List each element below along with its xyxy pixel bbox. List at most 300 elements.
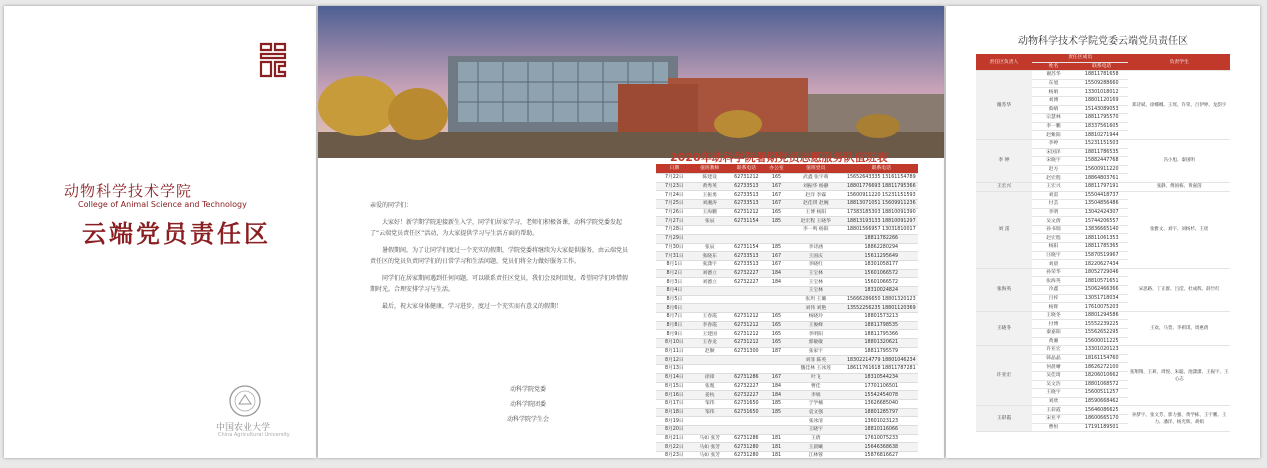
letter-panel [318, 6, 944, 458]
group-leader: 王彩霞 [976, 406, 1032, 432]
duty-row [656, 330, 918, 339]
duty-row [656, 174, 918, 183]
duty-cell [766, 286, 787, 295]
duty-cell: 陈建设 [693, 174, 727, 183]
duty-cell: 62731212 [727, 313, 766, 322]
duty-cell [693, 417, 727, 426]
cover-panel [4, 6, 316, 458]
duty-cell: 于学楠 [787, 399, 845, 408]
member-phone: 18161154760 [1075, 354, 1128, 363]
duty-cell: 张辰 [693, 243, 727, 252]
duty-row [656, 295, 918, 304]
member-name: 韩晶晶 [1032, 354, 1075, 363]
group-students: 张静、傅国栋、黄嘉茵 [1128, 182, 1230, 191]
duty-cell: 徐锋 [693, 373, 727, 382]
duty-row [656, 356, 918, 365]
school-name-cn: 动物科学技术学院 [64, 182, 193, 200]
duty-cell: 17610075233 [845, 434, 918, 443]
duty-row [656, 191, 918, 200]
member-phone: 13051718034 [1075, 294, 1128, 303]
duty-row [656, 200, 918, 209]
member-phone: 15562652295 [1075, 329, 1128, 338]
duty-cell: 姜杭 [693, 391, 727, 400]
duty-cell: 62732227 [727, 391, 766, 400]
member-phone: 15552239225 [1075, 320, 1128, 329]
member-name: 李婷 [1032, 139, 1075, 148]
duty-cell: 62731650 [727, 399, 766, 408]
duty-row [656, 408, 918, 417]
duty-cell: 王春霞 [693, 313, 727, 322]
group-students: 王欢、马萱、李祺琪、周惠倩 [1128, 311, 1230, 345]
letter-signature [488, 382, 568, 427]
duty-cell: 62731300 [727, 347, 766, 356]
letter-greeting: 亲爱的同学们： [370, 202, 413, 209]
member-name: 赵紫阳 [1032, 131, 1075, 140]
member-name: 杨阳 [1032, 243, 1075, 252]
member-name: 宋亚平 [1032, 414, 1075, 423]
member-name: 黄湘 [1032, 337, 1075, 346]
duty-cell: 18813071051 15609911236 [845, 200, 918, 209]
member-phone: 18811795570 [1075, 114, 1128, 123]
duty-cell: 18811798535 [845, 321, 918, 330]
duty-cell: 8月21日 [656, 434, 693, 443]
duty-cell: 62733513 [727, 200, 766, 209]
responsibility-row [976, 71, 1230, 80]
duty-cell: 18611761618 18811787281 [845, 365, 918, 374]
duty-cell: 165 [766, 174, 787, 183]
duty-cell: 7月22日 [656, 174, 693, 183]
duty-cell: 8月19日 [656, 417, 693, 426]
duty-cell: 李娟 [787, 391, 845, 400]
duty-cell [727, 295, 766, 304]
page-title: 云端党员责任区 [82, 220, 271, 248]
duty-cell: 王振勇 [693, 191, 727, 200]
member-phone: 18811785365 [1075, 243, 1128, 252]
member-name: 王晓宇 [1032, 389, 1075, 398]
member-phone: 15744206557 [1075, 217, 1128, 226]
duty-cell: 165 [766, 321, 787, 330]
duty-cell: 张冰清 [787, 417, 845, 426]
member-phone: 18626272100 [1075, 363, 1128, 372]
member-phone: 15062466366 [1075, 286, 1128, 295]
duty-cell: 167 [766, 373, 787, 382]
duty-cell: 马如 张芳 [693, 434, 727, 443]
member-phone: 18206010662 [1075, 371, 1128, 380]
duty-cell: 8月17日 [656, 399, 693, 408]
duty-cell: 18813193133 18810091297 [845, 217, 918, 226]
duty-cell [766, 356, 787, 365]
member-phone: 18811797191 [1075, 182, 1128, 191]
duty-cell: 185 [766, 408, 787, 417]
member-name: 孙荣华 [1032, 268, 1075, 277]
duty-cell: 62731212 [727, 339, 766, 348]
duty-row [656, 399, 918, 408]
duty-cell: 18811795579 [845, 347, 918, 356]
header-students: 负责学生 [1128, 54, 1230, 71]
duty-cell: 184 [766, 278, 787, 287]
duty-cell [766, 295, 787, 304]
member-name: 杨辉 [1032, 303, 1075, 312]
member-phone: 13301020123 [1075, 346, 1128, 355]
member-phone: 13504856486 [1075, 200, 1128, 209]
duty-cell: 李春霞 [693, 321, 727, 330]
duty-cell: 165 [766, 208, 787, 217]
duty-cell: 江林蓉 [787, 452, 845, 459]
member-name: 王彩霞 [1032, 406, 1075, 415]
member-name: 谢苏华 [1032, 71, 1075, 80]
member-phone: 15231151503 [1075, 139, 1128, 148]
duty-cell: 7月30日 [656, 243, 693, 252]
duty-cell: 15646368638 [845, 443, 918, 452]
duty-cell: 18862280294 [845, 243, 918, 252]
duty-cell: 185 [766, 217, 787, 226]
member-name: 王宏兴 [1032, 182, 1075, 191]
duty-row [656, 443, 918, 452]
duty-cell: 李明阳 [787, 330, 845, 339]
duty-row [656, 347, 918, 356]
duty-row [656, 313, 918, 322]
duty-cell [727, 226, 766, 235]
duty-row [656, 382, 918, 391]
group-students: 宋思路、丁正群、吕滢、杜成辉、薛竹红 [1128, 268, 1230, 311]
duty-cell: 7月24日 [656, 191, 693, 200]
member-name: 吴文倩 [1032, 217, 1075, 226]
member-name: 宋晓宇 [1032, 157, 1075, 166]
duty-cell: 王建国 [693, 330, 727, 339]
member-phone: 18810271944 [1075, 131, 1128, 140]
duty-cell: 165 [766, 313, 787, 322]
university-name: 中国农业大学 [216, 423, 271, 433]
duty-cell [787, 234, 845, 243]
duty-cell: 62731154 [727, 243, 766, 252]
letter-paragraph: 同学们在居家期间遇到任何问题，可以联系责任区党员，我们会及时回复。希望同学们珍惜假期时光，合理安排学习与生活。 [370, 275, 629, 293]
member-name: 宗慧林 [1032, 114, 1075, 123]
duty-cell: 167 [766, 260, 787, 269]
duty-cell: 18301058177 [845, 260, 918, 269]
group-students: 冯小旭、秦国明 [1128, 139, 1230, 182]
duty-row [656, 217, 918, 226]
duty-cell: 8月18日 [656, 408, 693, 417]
member-phone: 15882447768 [1075, 157, 1128, 166]
member-name: 李一鹏 [1032, 122, 1075, 131]
duty-cell: 62731280 [727, 452, 766, 459]
duty-cell: 167 [766, 252, 787, 261]
member-name: 刘晨 [1032, 260, 1075, 269]
duty-cell: 62732227 [727, 382, 766, 391]
duty-cell: 张玥 王璐 [787, 295, 845, 304]
duty-cell [766, 226, 787, 235]
duty-header-cell: 联系电话 [727, 164, 766, 174]
responsibility-title: 动物科学技术学院党委云端党员责任区 [1018, 36, 1188, 47]
member-name: 赵宏程 [1032, 174, 1075, 183]
duty-cell: 黄秀英 [693, 182, 727, 191]
member-phone: 18811786535 [1075, 148, 1128, 157]
duty-cell: 62732227 [727, 269, 766, 278]
duty-cell: 15611295649 [845, 252, 918, 261]
duty-row [656, 339, 918, 348]
duty-cell: 武鑫 张宇萌 [787, 174, 845, 183]
duty-cell: 18801566957 13031810017 [845, 226, 918, 235]
duty-row [656, 278, 918, 287]
duty-cell: 李一鸣 杨阳 [787, 226, 845, 235]
responsibility-row [976, 268, 1230, 277]
duty-cell: 15601066572 [845, 278, 918, 287]
duty-cell: 8月15日 [656, 382, 693, 391]
duty-cell: 张胤 [693, 382, 727, 391]
duty-cell: 62731212 [727, 174, 766, 183]
duty-cell: 62733513 [727, 260, 766, 269]
member-phone: 15504418737 [1075, 191, 1128, 200]
duty-cell: 7月31日 [656, 252, 693, 261]
duty-row [656, 391, 918, 400]
member-name: 赵宏程 [1032, 234, 1075, 243]
duty-cell: 王海鹏 [693, 208, 727, 217]
duty-row [656, 417, 918, 426]
duty-cell: 刘德立 [693, 278, 727, 287]
duty-cell: 18801573213 [845, 313, 918, 322]
duty-cell: 15542454078 [845, 391, 918, 400]
duty-row [656, 452, 918, 459]
duty-cell: 17383185303 18810091390 [845, 208, 918, 217]
duty-cell: 叶飞 [787, 373, 845, 382]
header-name: 姓名 [1032, 62, 1075, 71]
duty-cell: 8月4日 [656, 286, 693, 295]
duty-cell: 李晓红 [787, 260, 845, 269]
member-name: 付芸 [1032, 200, 1075, 209]
signature-line: 动科学院团委 [509, 401, 546, 408]
duty-cell: 184 [766, 269, 787, 278]
duty-cell: 62731212 [727, 321, 766, 330]
letter-paragraph: 暑假期间，为了让同学们度过一个充实的假期，学院党委将继续为大家提供服务，由云端党员责任区的党员负责同学们的日常学习和生活问题，党员们将全力做好服务工作。 [370, 247, 629, 265]
group-students: 孙梦宇、张文芳、郭力强、黄学栋、王宇鹏、王力、潘洋、杨光辉、胡娟 [1128, 406, 1230, 432]
duty-cell: 马如 张芳 [693, 452, 727, 459]
duty-cell: 181 [766, 434, 787, 443]
duty-cell: 王春龙 [693, 339, 727, 348]
duty-row [656, 286, 918, 295]
duty-cell: 刘伟 刘艳 [787, 304, 845, 313]
duty-cell: 62732227 [727, 278, 766, 287]
member-phone: 15870519967 [1075, 251, 1128, 260]
duty-cell: 王国庆 [787, 252, 845, 261]
duty-cell: 8月16日 [656, 391, 693, 400]
duty-cell: 62731650 [727, 408, 766, 417]
member-name: 秦嘉阳 [1032, 329, 1075, 338]
duty-cell: 62731212 [727, 208, 766, 217]
duty-cell: 13626685040 [845, 399, 918, 408]
duty-cell: 15601066572 [845, 269, 918, 278]
duty-cell: 62731286 [727, 434, 766, 443]
member-name: 王晓冬 [1032, 311, 1075, 320]
duty-cell [766, 304, 787, 313]
duty-cell [727, 356, 766, 365]
duty-cell: 7月25日 [656, 200, 693, 209]
responsibility-panel [946, 6, 1260, 458]
duty-cell: 18302214779 18801046234 [845, 356, 918, 365]
duty-cell [766, 417, 787, 426]
group-leader: 谢苏华 [976, 71, 1032, 140]
member-name: 李明 [1032, 208, 1075, 217]
header-phone: 联系电话 [1075, 62, 1128, 71]
group-leader: 王宏兴 [976, 182, 1032, 191]
duty-cell: 15876816627 [845, 452, 918, 459]
responsibility-row [976, 139, 1230, 148]
duty-cell: 7月27日 [656, 217, 693, 226]
duty-cell: 8月9日 [656, 330, 693, 339]
duty-cell: 62731286 [727, 373, 766, 382]
duty-cell: 王宝林 [787, 286, 845, 295]
group-students: 郑诗斌、徐娜娜、王瑶、许荣、吕伊婷、龙韵宇 [1128, 71, 1230, 140]
member-phone: 18810571651 [1075, 277, 1128, 286]
duty-cell: 18801320621 [845, 339, 918, 348]
university-name-en: China Agricultural University [218, 432, 290, 438]
member-name: 赵方 [1032, 165, 1075, 174]
member-phone: 17610075203 [1075, 303, 1128, 312]
duty-cell: 刘湘涛 [693, 200, 727, 209]
duty-cell: 张辰 [693, 217, 727, 226]
duty-cell: 张家宇 [787, 347, 845, 356]
duty-row [656, 434, 918, 443]
duty-cell: 郭敏敏 [787, 339, 845, 348]
group-leader: 李 婷 [976, 139, 1032, 182]
campus-building-photo [318, 6, 944, 158]
duty-cell: 王晓宇 [787, 425, 845, 434]
member-name: 孙书瑞 [1032, 225, 1075, 234]
duty-cell: 8月6日 [656, 304, 693, 313]
member-phone: 18811061353 [1075, 234, 1128, 243]
member-phone: 15600911220 [1075, 165, 1128, 174]
member-phone: 18811781658 [1075, 71, 1128, 80]
duty-cell [693, 365, 727, 374]
duty-cell: 赵佳琪 赵婉 [787, 200, 845, 209]
duty-cell: 马如 张芳 [693, 443, 727, 452]
duty-cell [727, 365, 766, 374]
duty-cell: 8月10日 [656, 339, 693, 348]
duty-cell: 13601023123 [845, 417, 918, 426]
duty-row [656, 304, 918, 313]
duty-row [656, 182, 918, 191]
duty-cell: 18310024824 [845, 286, 918, 295]
duty-cell: 18801776693 18811795366 [845, 182, 918, 191]
duty-cell: 刘菲 陈英 [787, 356, 845, 365]
member-name: 吴佳琦 [1032, 371, 1075, 380]
member-name: 张海英 [1032, 277, 1075, 286]
letter-paragraph: 大家好！新学期学院迎接新生入学，同学们居家学习，老师们积极备课，动科学院党委发起了“云端党员责任区”活动，为大家提供学习与生活方面的帮助。 [370, 219, 623, 237]
duty-header-cell: 日期 [656, 164, 693, 174]
duty-cell: 62731280 [727, 443, 766, 452]
duty-cell: 魏佳林 王冰莲 [787, 365, 845, 374]
duty-cell: 8月14日 [656, 373, 693, 382]
duty-cell: 7月28日 [656, 226, 693, 235]
duty-cell: 8月1日 [656, 260, 693, 269]
duty-cell: 赵顺 [693, 347, 727, 356]
duty-cell: 8月20日 [656, 425, 693, 434]
member-name: 吴文浩 [1032, 380, 1075, 389]
duty-row [656, 425, 918, 434]
member-name: 蔡晴 [1032, 105, 1075, 114]
member-phone: 15509288660 [1075, 79, 1128, 88]
signature-line: 动科学院学生会 [506, 416, 549, 423]
duty-cell: 167 [766, 200, 787, 209]
duty-cell: 8月3日 [656, 278, 693, 287]
letter-paragraph: 最后，祝大家身体健康，学习进步，度过一个充实而有意义的假期！ [382, 303, 563, 310]
responsibility-row [976, 191, 1230, 200]
duty-cell: 8月13日 [656, 365, 693, 374]
duty-cell: 187 [766, 347, 787, 356]
duty-cell: 赵洋 李霖 [787, 191, 845, 200]
member-phone: 18600665170 [1075, 414, 1128, 423]
duty-cell [766, 365, 787, 374]
duty-row [656, 365, 918, 374]
duty-cell: 18811782266 [845, 234, 918, 243]
duty-cell [693, 304, 727, 313]
duty-cell: 8月11日 [656, 347, 693, 356]
duty-cell: 曹佳 [787, 382, 845, 391]
duty-cell: 165 [766, 339, 787, 348]
member-name: 刘雷 [1032, 191, 1075, 200]
duty-cell [727, 425, 766, 434]
group-students: 张翔翔、王莉、周悦、朱聪、池潇潇、王振宇、王心志 [1128, 346, 1230, 406]
duty-cell: 7月23日 [656, 182, 693, 191]
member-phone: 13042424307 [1075, 208, 1128, 217]
duty-row [656, 226, 918, 235]
member-name: 东旭 [1032, 79, 1075, 88]
duty-cell: 王博 杨阳 [787, 208, 845, 217]
duty-cell [693, 356, 727, 365]
letter-body [370, 200, 630, 318]
duty-cell: 刘振华 杨静 [787, 182, 845, 191]
member-phone: 18337561605 [1075, 122, 1128, 131]
member-name: 许亚宏 [1032, 346, 1075, 355]
duty-cell: 15600911220 15231151593 [845, 191, 918, 200]
member-name: 刘欣 [1032, 397, 1075, 406]
duty-cell: 7月26日 [656, 208, 693, 217]
duty-cell: 8月7日 [656, 313, 693, 322]
duty-cell: 167 [766, 182, 787, 191]
duty-cell: 62731154 [727, 217, 766, 226]
duty-cell [693, 425, 727, 434]
duty-cell: 张晓东 [693, 252, 727, 261]
duty-cell: 8月5日 [656, 295, 693, 304]
duty-cell: 王宝林 [787, 269, 845, 278]
duty-cell [693, 234, 727, 243]
duty-cell [727, 417, 766, 426]
duty-cell: 8月12日 [656, 356, 693, 365]
group-leader: 张海英 [976, 268, 1032, 311]
member-phone: 18590668462 [1075, 397, 1128, 406]
member-name: 何晨晰 [1032, 363, 1075, 372]
duty-cell: 181 [766, 443, 787, 452]
duty-cell: 184 [766, 391, 787, 400]
duty-cell: 181 [766, 452, 787, 459]
duty-row [656, 269, 918, 278]
duty-cell: 62733513 [727, 182, 766, 191]
duty-cell: 18810116066 [845, 425, 918, 434]
school-name-en: College of Animal Science and Technology [78, 200, 247, 209]
member-phone: 18801068572 [1075, 380, 1128, 389]
member-name: 杨娟 [1032, 88, 1075, 97]
group-leader: 许亚宏 [976, 346, 1032, 406]
duty-cell: 杨晓玲 [787, 313, 845, 322]
duty-cell: 王俊峰 [787, 321, 845, 330]
duty-cell [727, 234, 766, 243]
member-name: 刘博 [1032, 96, 1075, 105]
duty-cell: 邹伟 [693, 399, 727, 408]
duty-cell: 15666286650 18801320123 [845, 295, 918, 304]
member-phone: 18220627434 [1075, 260, 1128, 269]
member-phone: 17191189501 [1075, 423, 1128, 432]
responsibility-row [976, 406, 1230, 415]
duty-header-cell: 值班党员 [787, 164, 845, 174]
